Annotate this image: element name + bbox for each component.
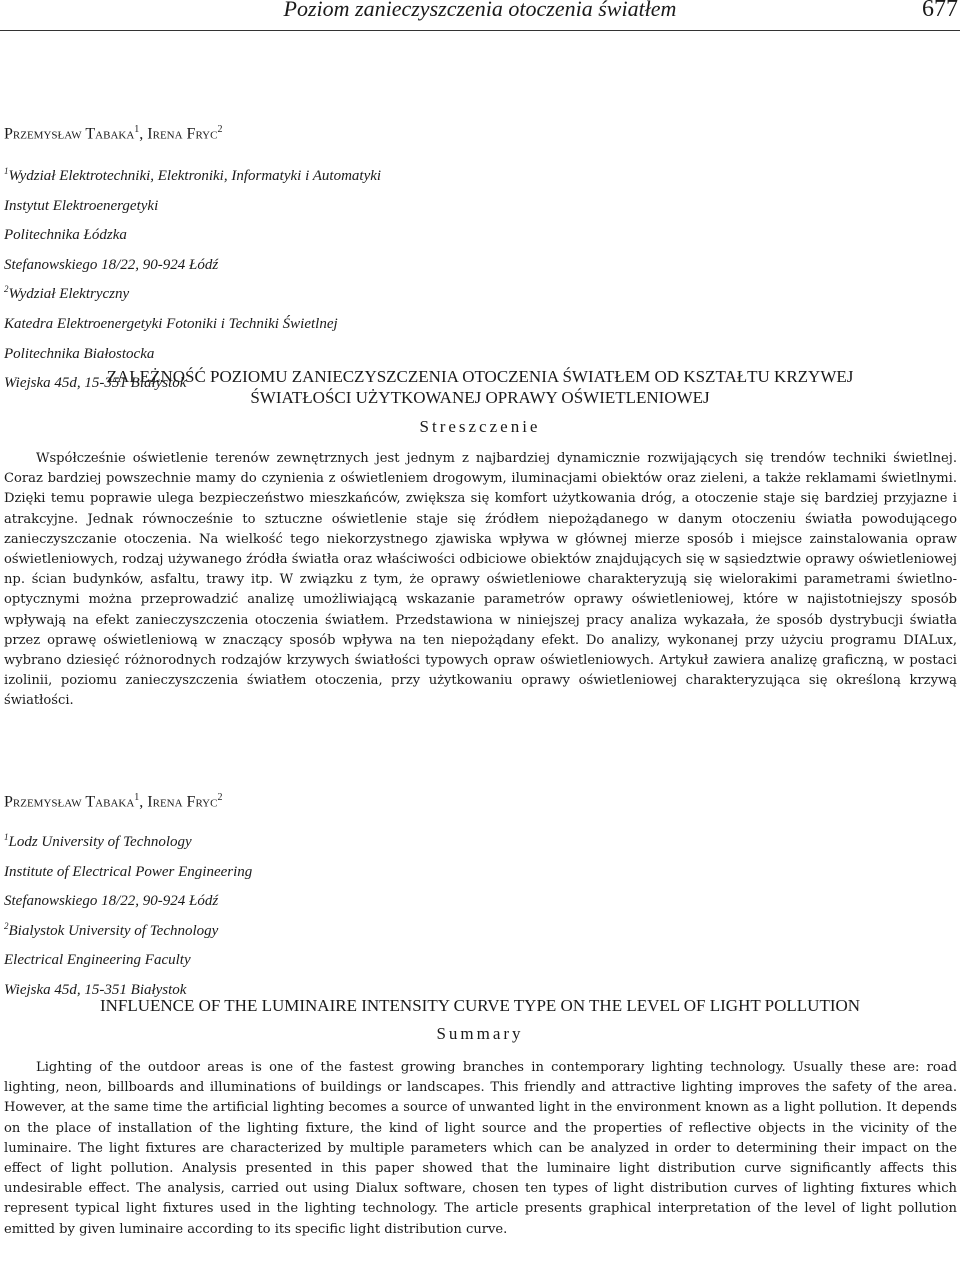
affiliation-line: Electrical Engineering Faculty — [4, 952, 191, 969]
affiliations-pl — [4, 159, 381, 396]
affiliation-line: Wiejska 45d, 15-351 Białystok — [4, 981, 187, 998]
abstract-text: Lighting of the outdoor areas is one of the fastest growing branches in contemporary lighting technology. Usually these are: road lighting, neon, billboards and illuminations of buildings or landscapes. This friendly and attractive lighting improves the safety of the area. However, at the same time the artificial lighting becomes a source of unwanted light in the environment known as a light pollution. It depends on the place of installation of the lighting fixture, the kind of light source and the properties of reflective objects in the vicinity of the luminaire. The light fixtures are characterized by multiple parameters which can be analyzed in order to determining their impact on the effect of light pollution. Analysis presented in this paper showed that the luminaire light distribution curve significantly affects this undesirable effect. The analysis, carried out using Dialux software, chosen ten types of light distribution curves of lighting fixtures which represent typical light fixtures used in the lighting technology. The article presents graphical interpretation of the level of light pollution emitted by given luminaire according to its specific light distribution curve. — [4, 1060, 957, 1237]
page-number: 677 — [922, 0, 958, 22]
affiliations-en — [4, 825, 252, 1003]
abstract-heading-pl: Streszczenie — [419, 417, 541, 436]
author-separator: , — [139, 125, 148, 143]
author-name: Irena Fryc — [147, 793, 218, 811]
affiliation-line: $^2$Wydział Elektryczny — [4, 284, 130, 303]
abstract-heading-en: Summary — [436, 1024, 524, 1043]
affiliation-line: $^2$Bialystok University of Technology — [4, 920, 219, 939]
authors-en — [4, 792, 222, 811]
author-name: Irena Fryc — [147, 125, 218, 143]
affiliation-line: Stefanowskiego 18/22, 90-924 Łódź — [4, 893, 219, 910]
affiliation-line: $^1$Lodz University of Technology — [4, 832, 192, 850]
abstract-text: Współcześnie oświetlenie terenów zewnętrznych jest jednym z najbardziej dynamicznie rozwijających się trendów techniki świetlnej. Coraz bardziej powszechnie mamy do czynienia z oświetleniem drogowym, iluminacjami obiektów oraz zieleni, a także reklamami świetlnymi. Dzięki temu poprawie ulega bezpieczeństwo mieszkańców, zwiększa się komfort użytkowania dróg, a otoczenie staje się bardziej przyjazne i atrakcyjne. Jednak równocześnie to sztuczne oświetlenie staje się źródłem niepożądanego w danym otoczeniu światła powodującego zanieczyszczanie otoczenia. Na wielkość tego niekorzystnego zjawiska wpływa w głównej mierze sposób i miejsce zainstalowania opraw oświetleniowych, rodzaj używanego źródła światła oraz właściwości odbiciowe obiektów znajdujących się w sąsiedztwie oprawy oświetleniowej np. ścian budynków, asfaltu, trawy itp. W związku z tym, że oprawy oświetleniowe charakteryzują się wielorakimi parametrami świetlno-optycznymi można przeprowadzić analizę umożliwiającą wskazanie parametrów oprawy oświetleniowej, które w najistotniejszy sposób wpływają na efekt zanieczyszczenia otoczenia światłem. Przedstawiona w niniejszej pracy analiza wykazała, że sposób dystrybucji światła przez oprawę oświetleniową w znaczący sposób wpływa na ten niepożądany efekt. Do analizy, wykonanej przy użyciu programu DIALux, wybrano dziesięć różnorodnych rodzajów krzywych światłości typowych opraw oświetleniowych. Artykuł zawiera analizę graficzną, w postaci izolinii, poziomu zanieczyszczenia światłem otoczenia, przy użytkowaniu oprawy oświetleniowej charakteryzująca się określoną krzywą światłości. — [4, 451, 957, 709]
affiliation-line: Katedra Elektroenergetyki Fotoniki i Techniki Świetlnej — [4, 315, 338, 332]
article-title-pl — [0, 366, 960, 408]
affiliation-mark: 1 — [134, 124, 140, 135]
authors-pl — [4, 124, 222, 143]
page-header — [0, 0, 960, 31]
author-separator: , — [139, 793, 148, 811]
abstract-pl — [4, 449, 957, 712]
running-title: Poziom zanieczyszczenia otoczenia światłem — [283, 0, 677, 21]
title-line: ZALEŻNOŚĆ POZIOMU ZANIECZYSZCZENIA OTOCZENIA ŚWIATŁEM OD KSZTAŁTU KRZYWEJ — [106, 367, 854, 386]
abstract-en — [4, 1058, 957, 1240]
affiliation-line: Wiejska 45d, 15-351 Białystok — [4, 375, 187, 392]
affiliation-line: $^1$Wydział Elektrotechniki, Elektroniki, Informatyki i Automatyki — [4, 166, 382, 184]
author-name: Przemysław Tabaka — [4, 125, 135, 143]
affiliation-line: Politechnika Białostocka — [4, 345, 155, 362]
affiliation-mark: 1 — [134, 792, 140, 803]
affiliation-line: Stefanowskiego 18/22, 90-924 Łódź — [4, 256, 219, 273]
title-line: ŚWIATŁOŚCI UŻYTKOWANEJ OPRAWY OŚWIETLENIOWEJ — [250, 388, 710, 407]
author-name: Przemysław Tabaka — [4, 793, 135, 811]
affiliation-line: Institute of Electrical Power Engineering — [4, 863, 253, 880]
article-title-en: INFLUENCE OF THE LUMINAIRE INTENSITY CURVE TYPE ON THE LEVEL OF LIGHT POLLUTION — [99, 996, 861, 1015]
affiliation-mark: 2 — [217, 124, 223, 135]
affiliation-line: Politechnika Łódzka — [4, 227, 127, 244]
affiliation-mark: 2 — [217, 792, 223, 803]
affiliation-line: Instytut Elektroenergetyki — [4, 197, 159, 214]
